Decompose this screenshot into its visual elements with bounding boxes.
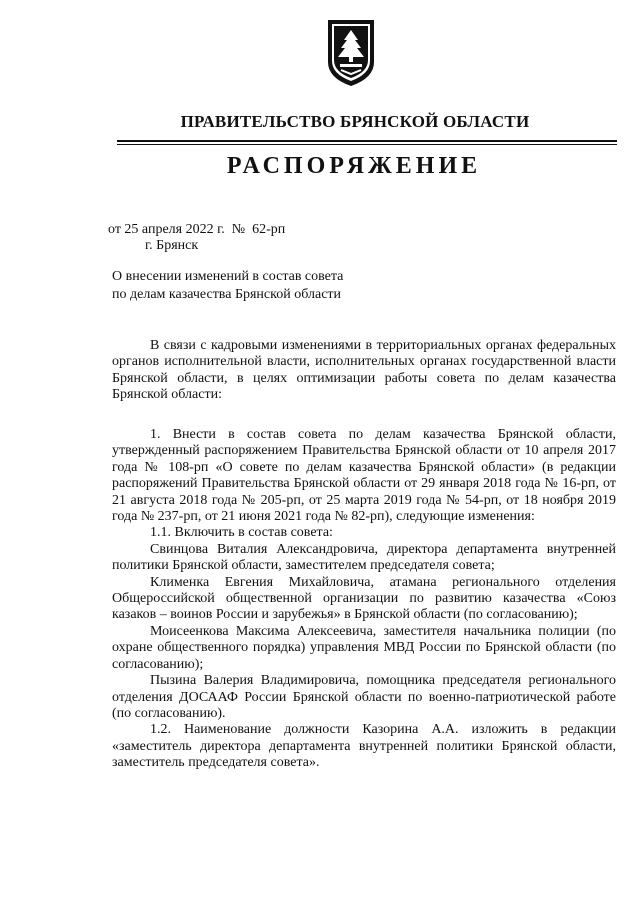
person-pyzin-paragraph: Пызина Валерия Владимировича, помощника председателя регионального отделения ДОСААФ России Брянской области по военно-патриотической работе (по согласованию).: [112, 673, 616, 721]
item-1-1-paragraph: 1.1. Включить в состав совета:: [150, 525, 333, 541]
subject-line-2: по делам казачества Брянской области: [112, 287, 342, 302]
document-date-number: от 25 апреля 2022 г. № 62-рп: [108, 222, 286, 237]
preamble-block: [112, 338, 616, 404]
document-subject: [112, 268, 343, 304]
main-text-block: [112, 427, 616, 772]
document-type: РАСПОРЯЖЕНИЕ: [226, 153, 482, 179]
bryansk-coat-of-arms-icon: [326, 18, 376, 88]
item-1-2-paragraph: 1.2. Наименование должности Казорина А.А. изложить в редакции «заместитель директора департамента внутренней политики Брянской области, заместитель председателя совета».: [112, 722, 616, 771]
person-klimenok-paragraph: Клименка Евгения Михайловича, атамана регионального отделения Общероссийской общественной организации по развитию казачества «Союз казаков – воинов России и зарубежья» в Брянской области (по согласованию);: [112, 574, 616, 623]
header-divider-thin: [117, 144, 617, 145]
person-svintsov-paragraph: Свинцова Виталия Александровича, директора департамента внутренней политики Брянской области, заместителем председателя совета;: [112, 541, 616, 574]
preamble-paragraph: В связи с кадровыми изменениями в территориальных органах федеральных органов исполнительной власти, исполнительных органах государственной власти Брянской области, в целях оптимизации работы совета по делам казачества Брянской области:: [112, 338, 616, 403]
subject-line-1: О внесении изменений в состав совета: [112, 269, 344, 284]
government-title: ПРАВИТЕЛЬСТВО БРЯНСКОЙ ОБЛАСТИ: [180, 112, 530, 131]
header-divider: [117, 140, 617, 142]
person-moiseenkov-paragraph: Моисеенкова Максима Алексеевича, заместителя начальника полиции (по охране общественного порядка) управления МВД России по Брянской области (по согласованию);: [112, 623, 616, 672]
item-1-paragraph: 1. Внести в состав совета по делам казачества Брянской области, утвержденный распоряжением Правительства Брянской области от 10 апреля 2017 года № 108-рп «О совете по делам казачества Брянской области» (в редакции распоряжений Правительства Брянской области от 29 января 2018 года № 16-рп, от 21 августа 2018 года № 205-рп, от 25 марта 2019 года № 54-рп, от 18 ноября 2019 года № 237-рп, от 21 июня 2021 года № 82-рп), следующие изменения:: [112, 427, 616, 525]
document-city: г. Брянск: [145, 238, 199, 253]
